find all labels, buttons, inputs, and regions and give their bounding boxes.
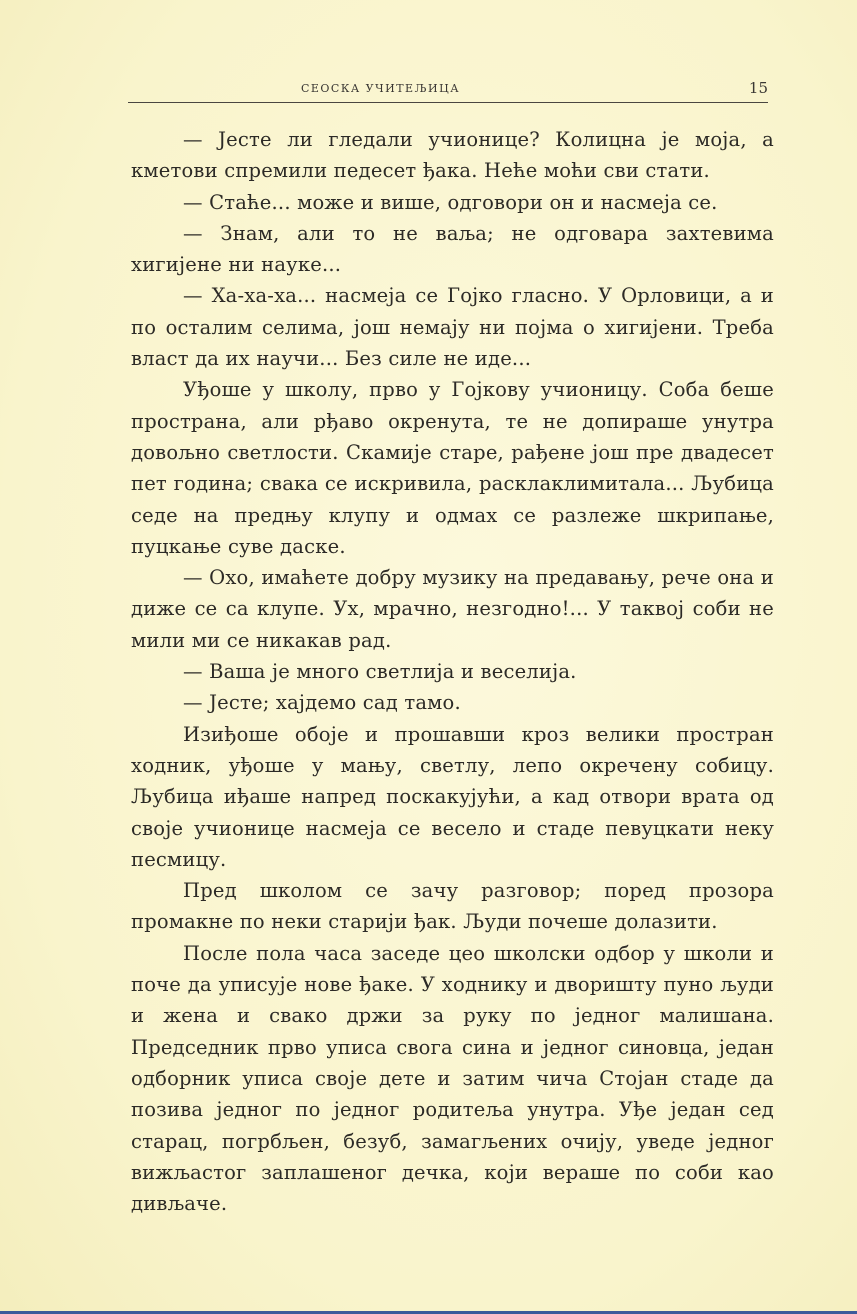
- paragraph: — Охо, имаћете добру музику на предавању, рече она и диже се са клупе. Ух, мрачно, незгодно!... У таквој соби не мили ми се никакав рад.: [131, 566, 774, 652]
- paragraph: — Стаће... може и више, одговори он и насмеја се.: [183, 190, 718, 214]
- page-header: [128, 78, 768, 102]
- paragraph: После пола часа заседе цео школски одбор у школи и поче да уписује нове ђаке. У ходнику и дворишту пуно људи и жена и свако држи за руку по једног малишана. Председник прво уписа свога сина и једног синовца, један одборник уписа своје дете и затим чича Стојан стаде да позива једног по једног родитеља унутра. Уђе један сед старац, погрбљен, безуб, замагљених очију, уведе једног вижљастог заплашеног дечка, који вераше по соби као дивљаче.: [131, 941, 774, 1216]
- paragraph: — Јесте ли гледали учионице? Колицна је моја, а кметови спремили педесет ђака. Неће моћи сви стати.: [131, 128, 774, 183]
- paragraph: Уђоше у школу, прво у Гојкову учионицу. Соба беше пространа, али рђаво окренута, те не допираше унутра довољно светлости. Скамије старе, рађене још пре двадесет пет година; свака се искривила, расклаклимитала... Љубица седе на предњу клупу и одмах се разлеже шкрипање, пуцкање суве даске.: [131, 378, 774, 558]
- paragraph: — Јесте; хајдемо сад тамо.: [183, 691, 461, 715]
- body-text: [131, 124, 774, 1219]
- paragraph: Изиђоше обоје и прошавши кроз велики простран ходник, уђоше у мању, светлу, лепо окречену собицу. Љубица иђаше напред поскакујући, а кад отвори врата од своје учионице насмеја се весело и стаде певуцкати неку песмицу.: [131, 722, 774, 871]
- header-rule: [128, 102, 768, 103]
- paragraph: — Знам, али то не ваља; не одговара захтевима хигијене ни науке...: [131, 221, 774, 277]
- running-title: СЕОСКА УЧИТЕЉИЦА: [300, 82, 461, 95]
- paragraph: Пред школом се зачу разговор; поред прозора промакне по неки старији ђак. Људи почеше долазити.: [131, 879, 774, 934]
- paragraph: — Ваша је много светлија и веселија.: [183, 660, 577, 684]
- page-number: 15: [748, 79, 768, 97]
- paragraph: — Ха-ха-ха... насмеја се Гојко гласно. У Орловици, а и по осталим селима, још немају ни појма о хигијени. Треба власт да их научи... Без силе не иде...: [131, 284, 774, 371]
